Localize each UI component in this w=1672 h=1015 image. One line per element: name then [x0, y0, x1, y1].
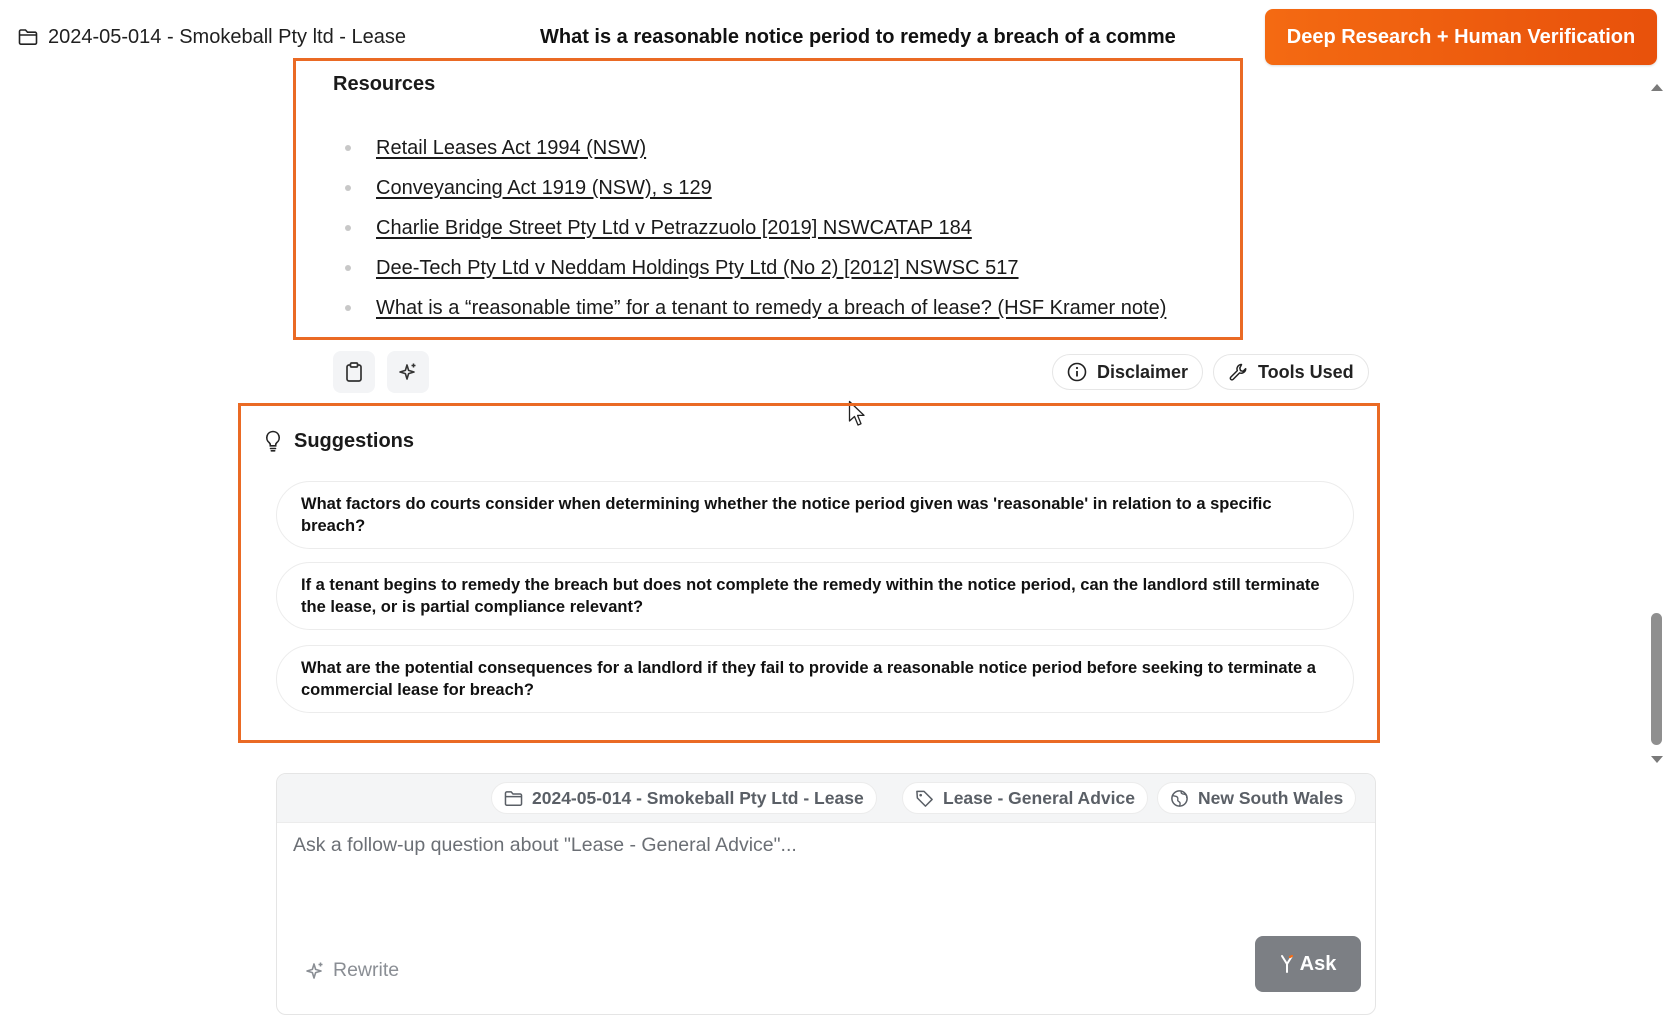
ask-label: Ask [1299, 952, 1337, 975]
lightbulb-icon [264, 430, 282, 452]
resources-heading: Resources [333, 73, 436, 95]
tools-used-button[interactable] [1213, 354, 1369, 390]
list-item [345, 248, 1166, 288]
rewrite-button[interactable] [305, 959, 399, 982]
wrench-icon [1228, 362, 1248, 382]
suggestion-item[interactable] [276, 645, 1354, 713]
list-item [345, 208, 1166, 248]
list-item [345, 168, 1166, 208]
bullet [345, 265, 351, 271]
list-item [345, 128, 1166, 168]
copy-button[interactable] [333, 351, 375, 393]
resource-link[interactable]: Dee-Tech Pty Ltd v Neddam Holdings Pty Ltd (No 2) [2012] NSWSC 517 [376, 256, 1019, 279]
bullet [345, 185, 351, 191]
suggestion-item[interactable] [276, 481, 1354, 549]
scroll-up-arrow-icon[interactable] [1650, 82, 1664, 92]
ask-button[interactable] [1255, 936, 1361, 992]
deep-research-button[interactable]: Deep Research + Human Verification [1265, 9, 1657, 65]
composer [276, 773, 1376, 1015]
matter-chip-label: 2024-05-014 - Smokeball Pty Ltd - Lease [532, 787, 864, 808]
enhance-button[interactable] [387, 351, 429, 393]
context-chips-bar [277, 774, 1375, 823]
category-chip[interactable] [902, 782, 1148, 814]
brand-y-icon [1280, 954, 1294, 974]
disclaimer-button[interactable] [1052, 354, 1203, 390]
folder-icon [18, 28, 38, 46]
bullet [345, 225, 351, 231]
list-item [345, 288, 1166, 328]
suggestions-heading: Suggestions [294, 429, 415, 452]
matter-breadcrumb[interactable] [18, 22, 406, 52]
info-icon [1067, 362, 1087, 382]
matter-chip[interactable] [491, 782, 877, 814]
scroll-down-arrow-icon[interactable] [1650, 755, 1664, 765]
category-chip-label: Lease - General Advice [943, 787, 1135, 808]
rewrite-label: Rewrite [333, 959, 400, 981]
follow-up-input[interactable] [293, 834, 1343, 857]
suggestion-text: What are the potential consequences for a landlord if they fail to provide a reasonable notice period before seeking to terminate a commercial lease for breach? [301, 659, 1316, 699]
folder-icon [504, 790, 523, 807]
sparkle-icon [398, 362, 418, 382]
suggestion-item[interactable] [276, 562, 1354, 630]
bullet [345, 145, 351, 151]
globe-icon [1170, 789, 1189, 808]
suggestion-text: If a tenant begins to remedy the breach but does not complete the remedy within the notice period, can the landlord still terminate the lease, or is partial compliance relevant? [301, 576, 1320, 616]
suggestions-header [264, 426, 414, 456]
sparkle-icon [305, 961, 325, 981]
question-title: What is a reasonable notice period to remedy a breach of a comme [540, 25, 1176, 48]
resource-link[interactable]: What is a “reasonable time” for a tenant to remedy a breach of lease? (HSF Kramer note) [376, 296, 1167, 319]
matter-name: 2024-05-014 - Smokeball Pty ltd - Lease [48, 25, 406, 48]
bullet [345, 305, 351, 311]
disclaimer-label: Disclaimer [1097, 361, 1189, 382]
jurisdiction-chip[interactable] [1157, 782, 1356, 814]
clipboard-icon [345, 362, 363, 382]
tag-icon [915, 789, 934, 808]
suggestion-text: What factors do courts consider when determining whether the notice period given was 'reasonable' in relation to a specific breach? [301, 495, 1272, 535]
tools-used-label: Tools Used [1258, 361, 1354, 382]
jurisdiction-chip-label: New South Wales [1198, 787, 1344, 808]
resource-link[interactable]: Retail Leases Act 1994 (NSW) [376, 136, 647, 159]
resources-list [345, 128, 1166, 328]
resource-link[interactable]: Conveyancing Act 1919 (NSW), s 129 [376, 176, 712, 199]
resource-link[interactable]: Charlie Bridge Street Pty Ltd v Petrazzuolo [2019] NSWCATAP 184 [376, 216, 972, 239]
scrollbar-thumb[interactable] [1651, 613, 1662, 745]
